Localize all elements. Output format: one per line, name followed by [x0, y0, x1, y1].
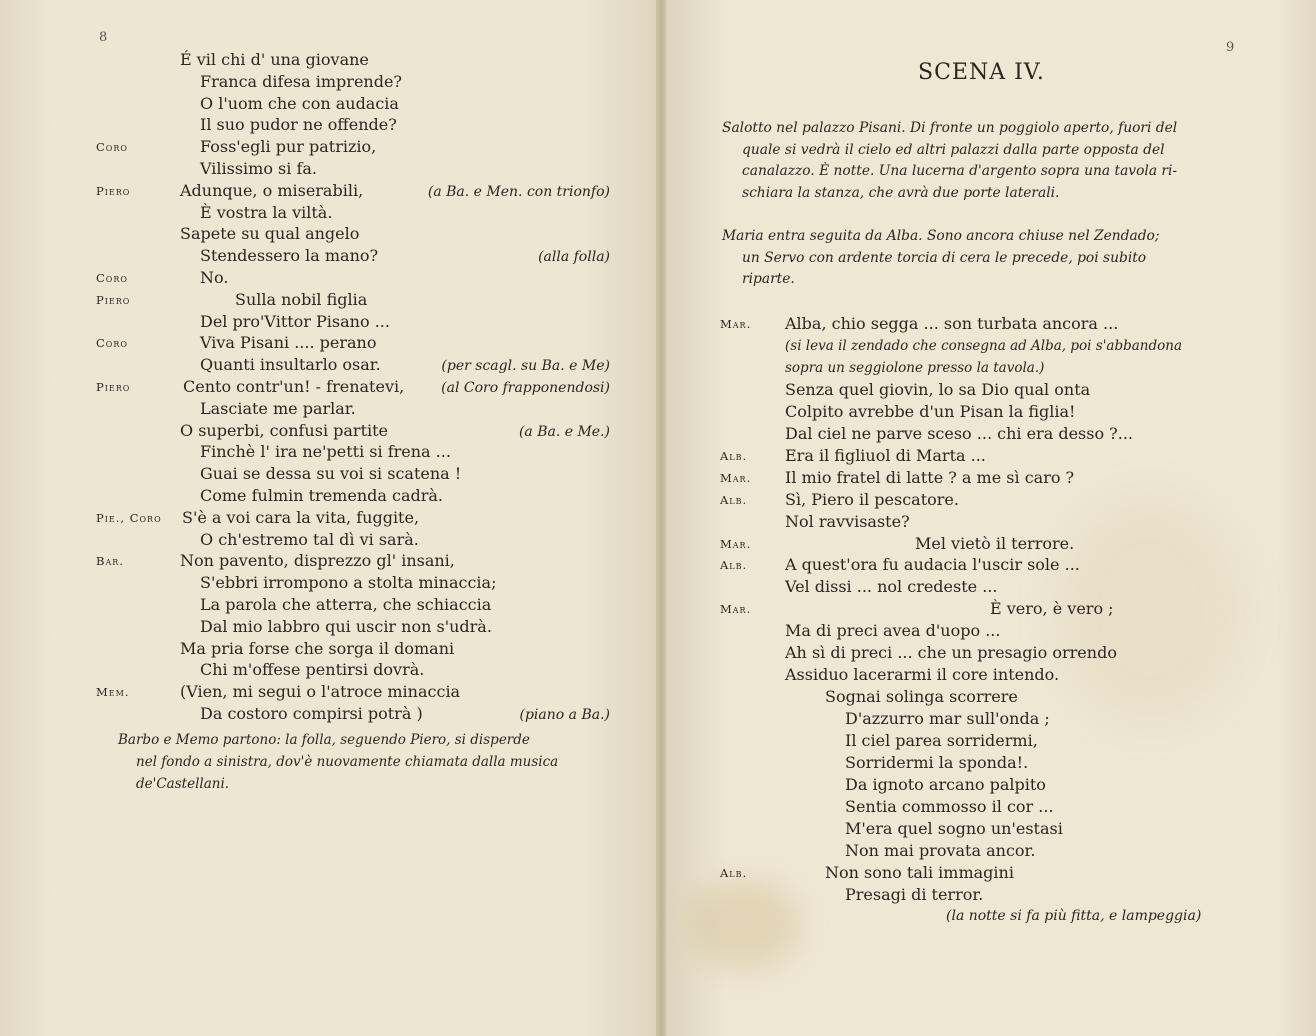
verse-line: O l'uom che con audacia: [200, 93, 399, 113]
speaker-label: Coro: [96, 271, 128, 285]
verse-line: Il suo pudor ne offende?: [200, 115, 397, 135]
closing-stage-direction: (la notte si fa più fitta, e lampeggia): [946, 908, 1202, 924]
stage-note: (al Coro frapponendosi): [441, 380, 610, 396]
verse-line: Nol ravvisaste?: [785, 511, 910, 531]
stage-note: (alla folla): [538, 249, 610, 266]
setting-line: quale si vedrà il cielo ed altri palazzi dalla parte opposta del: [742, 141, 1165, 158]
setting-line: canalazzo. È notte. Una lucerna d'argento sopra una tavola ri-: [742, 163, 1178, 179]
verse-line: Mel vietò il terrore.: [915, 533, 1075, 553]
setting-line: schiara la stanza, che avrà due porte laterali.: [742, 184, 1060, 201]
setting-line: Salotto nel palazzo Pisani. Di fronte un poggiolo aperto, fuori del: [722, 120, 1178, 136]
verse-line: Come fulmin tremenda cadrà.: [200, 486, 443, 505]
speaker-label: Mar.: [720, 470, 752, 485]
speaker-label: Alb.: [720, 865, 748, 880]
speaker-label: Pie., Coro: [96, 510, 162, 525]
stage-direction-line: Barbo e Memo partono: la folla, seguendo Piero, si disperde: [118, 732, 530, 748]
verse-line: La parola che atterra, che schiaccia: [200, 595, 492, 614]
verse-line: Cento contr'un! - frenatevi,: [183, 377, 405, 396]
speaker-label: Alb.: [720, 492, 748, 507]
speaker-label: Alb.: [720, 448, 748, 463]
verse-line: Assiduo lacerarmi il core intendo.: [785, 665, 1060, 685]
verse-line: Non sono tali immagini: [825, 862, 1014, 882]
speaker-label: Mem.: [96, 685, 130, 700]
verse-line: (Vien, mi segui o l'atroce minaccia: [180, 682, 461, 702]
verse-line: Ah sì di preci ... che un presagio orrendo: [785, 643, 1117, 663]
page-number-right: 9: [1226, 40, 1235, 55]
verse-line: Viva Pisani .... perano: [200, 333, 377, 353]
verse-line: Sorridermi la sponda!.: [845, 753, 1029, 772]
stage-note: (per scagl. su Ba. e Me): [441, 358, 610, 375]
verse-line: O superbi, confusi partite: [180, 420, 389, 440]
verse-line: Guai se dessa su voi si scatena !: [200, 464, 462, 484]
speaker-label: Coro: [96, 140, 128, 155]
speaker-label: Mar.: [720, 536, 752, 551]
entrance-line: riparte.: [742, 271, 795, 287]
verse-line: A quest'ora fu audacia l'uscir sole ...: [785, 555, 1080, 575]
verse-line: Sentia commosso il cor ...: [845, 796, 1054, 816]
verse-line: Foss'egli pur patrizio,: [200, 137, 377, 157]
verse-line: Quanti insultarlo osar.: [200, 355, 381, 375]
verse-line: È vero, è vero ;: [990, 599, 1114, 619]
verse-line: Dal ciel ne parve sceso ... chi era desso ?...: [785, 423, 1134, 443]
book-gutter: [656, 0, 666, 1036]
speaker-label: Piero: [96, 292, 131, 307]
verse-line: M'era quel sogno un'estasi: [845, 818, 1063, 838]
speaker-label: Piero: [96, 183, 131, 198]
paper-stain: [690, 880, 800, 970]
entrance-line: un Servo con ardente torcia di cera le precede, poi subito: [742, 249, 1147, 266]
verse-line: Il ciel parea sorridermi,: [845, 731, 1038, 751]
verse-line: Vel dissi ... nol credeste ...: [785, 577, 998, 597]
verse-line: Il mio fratel di latte ? a me sì caro ?: [785, 467, 1075, 487]
verse-line: Ma di preci avea d'uopo ...: [785, 621, 1001, 641]
verse-line: Presagi di terror.: [845, 884, 984, 904]
speaker-label: Piero: [96, 380, 131, 394]
stage-note: sopra un seggiolone presso la tavola.): [785, 359, 1045, 376]
verse-line: Sì, Piero il pescatore.: [785, 489, 959, 509]
verse-line: Sapete su qual angelo: [180, 224, 360, 244]
verse-line: Lasciate me parlar.: [200, 398, 356, 418]
verse-line: Adunque, o miserabili,: [180, 180, 364, 200]
speaker-label: Mar.: [720, 317, 752, 331]
verse-line: S'è a voi cara la vita, fuggite,: [182, 507, 420, 527]
speaker-label: Mar.: [720, 602, 752, 617]
verse-line: Non mai provata ancor.: [845, 840, 1036, 860]
stage-note: (si leva il zendado che consegna ad Alba, poi s'abbandona: [785, 337, 1182, 354]
verse-line: É vil chi d' una giovane: [180, 50, 369, 69]
stage-note: (a Ba. e Men. con trionfo): [427, 183, 610, 200]
verse-line: Vilissimo si fa.: [200, 159, 318, 178]
verse-line: O ch'estremo tal dì vi sarà.: [200, 529, 419, 549]
verse-line: Colpito avrebbe d'un Pisan la figlia!: [785, 401, 1076, 421]
verse-line: Dal mio labbro qui uscir non s'udrà.: [200, 616, 492, 636]
page-number-left: 8: [99, 30, 108, 45]
stage-note: (piano a Ba.): [519, 707, 610, 723]
verse-line: Franca difesa imprende?: [200, 71, 403, 91]
verse-line: Ma pria forse che sorga il domani: [180, 638, 455, 658]
verse-line: D'azzurro mar sull'onda ;: [845, 709, 1050, 729]
speaker-label: Alb.: [720, 558, 748, 573]
verse-line: Da ignoto arcano palpito: [845, 774, 1046, 794]
verse-line: Da costoro compirsi potrà ): [200, 704, 423, 723]
verse-line: Alba, chio segga ... son turbata ancora ...: [785, 314, 1119, 333]
verse-line: Sulla nobil figlia: [235, 289, 368, 309]
entrance-line: Maria entra seguita da Alba. Sono ancora chiuse nel Zendado;: [722, 228, 1160, 244]
verse-line: No.: [200, 268, 229, 287]
verse-line: Finchè l' ira ne'petti si frena ...: [200, 442, 451, 462]
speaker-label: Coro: [96, 336, 128, 351]
verse-line: Sognai solinga scorrere: [825, 687, 1018, 707]
verse-line: Non pavento, disprezzo gl' insani,: [180, 551, 455, 571]
verse-line: Stendessero la mano?: [200, 246, 379, 266]
stage-note: (a Ba. e Me.): [518, 423, 610, 440]
speaker-label: Bar.: [96, 554, 124, 569]
stage-direction-line: de'Castellani.: [136, 776, 230, 792]
stage-direction-line: nel fondo a sinistra, dov'è nuovamente chiamata dalla musica: [136, 754, 559, 770]
scene-title: SCENA IV.: [918, 60, 1045, 85]
verse-line: Senza quel giovin, lo sa Dio qual onta: [785, 379, 1091, 399]
verse-line: È vostra la viltà.: [200, 202, 333, 222]
verse-line: Chi m'offese pentirsi dovrà.: [200, 660, 425, 680]
verse-line: Era il figliuol di Marta ...: [785, 445, 986, 465]
verse-line: Del pro'Vittor Pisano ...: [200, 311, 390, 331]
verse-line: S'ebbri irrompono a stolta minaccia;: [200, 573, 497, 593]
